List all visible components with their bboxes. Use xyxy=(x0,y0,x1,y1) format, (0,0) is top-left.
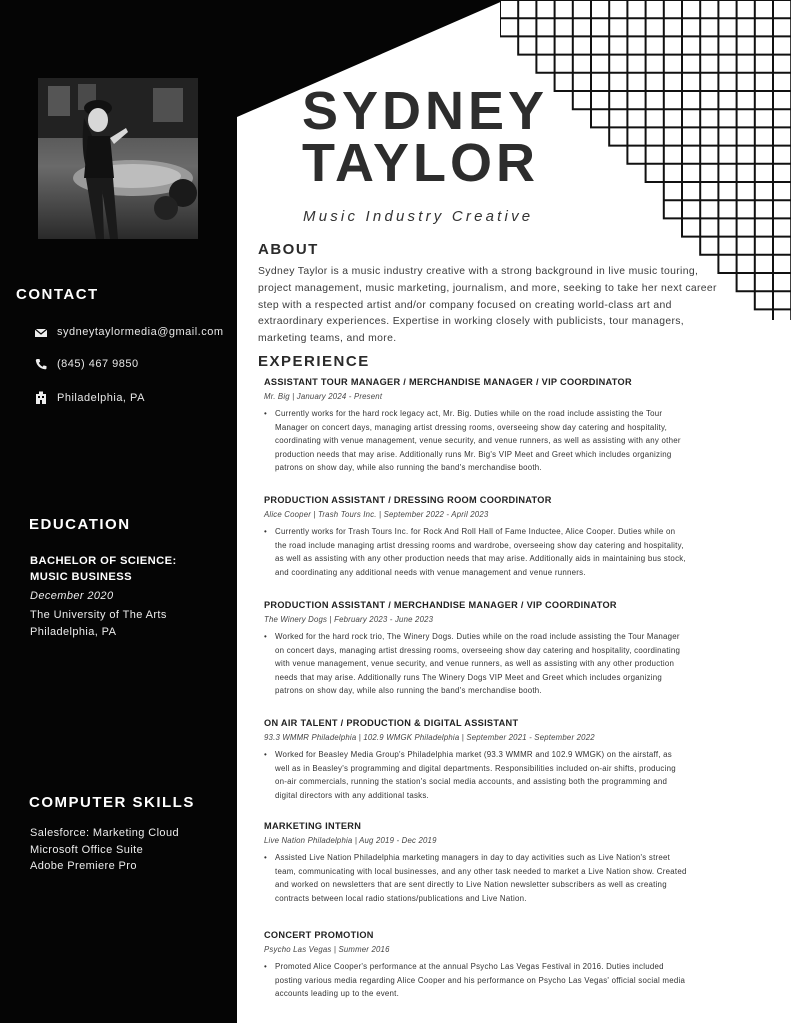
job-meta: Alice Cooper | Trash Tours Inc. | September 2022 - April 2023 xyxy=(264,510,489,519)
bullet-icon: • xyxy=(264,853,268,862)
job-meta: 93.3 WMMR Philadelphia | 102.9 WMGK Philadelphia | September 2021 - September 2022 xyxy=(264,733,595,742)
job-description xyxy=(264,748,689,802)
education-school: The University of The Arts xyxy=(30,609,167,621)
education-heading: EDUCATION xyxy=(29,516,131,533)
job-description-text: Currently works for the hard rock legacy act, Mr. Big. Duties while on the road include assisting the Tour Manager on concert days, managing artist dressing rooms, overseeing show day catering and hospitality, coordinating with venue management, venue security, and venue runners, as well as assisting with any other production needs that may arise. Additionally runs Mr. Big's VIP Meet and Greet which includes organizing patrons on show day, while also running the band's merchandise booth. xyxy=(275,409,681,473)
job-meta: Psycho Las Vegas | Summer 2016 xyxy=(264,945,390,954)
education-date: December 2020 xyxy=(30,590,114,602)
skill-item: Salesforce: Marketing Cloud xyxy=(30,827,179,839)
job-title: ON AIR TALENT / PRODUCTION & DIGITAL ASSISTANT xyxy=(264,718,519,728)
skill-item: Microsoft Office Suite xyxy=(30,844,144,856)
job-meta: Mr. Big | January 2024 - Present xyxy=(264,392,383,401)
contact-location-row xyxy=(34,391,145,404)
name-last: TAYLOR xyxy=(302,133,540,193)
bullet-icon: • xyxy=(264,409,268,418)
job-entry xyxy=(264,494,689,579)
job-description xyxy=(264,851,689,905)
job-meta: Live Nation Philadelphia | Aug 2019 - Dec 2019 xyxy=(264,836,437,845)
job-entry xyxy=(264,376,689,475)
skill-item: Adobe Premiere Pro xyxy=(30,860,137,872)
job-description-text: Worked for the hard rock trio, The Winery Dogs. Duties while on the road include assisting the Tour Manager on concert days, managing artist dressing rooms, overseeing show day catering and hospitality, coordinating with venue management, venue security, and venue runners, as well as assisting with any other production needs that may arise. Additionally runs The Winery Dogs VIP Meet and Greet which includes organizing patrons on show day, while also running the band's merchandise booth. xyxy=(275,632,681,696)
job-description xyxy=(264,407,689,475)
building-icon xyxy=(34,391,48,404)
job-entry xyxy=(264,929,689,1001)
bullet-icon: • xyxy=(264,527,268,536)
envelope-icon xyxy=(34,326,48,338)
skills-heading: COMPUTER SKILLS xyxy=(29,794,195,811)
degree-line-2: MUSIC BUSINESS xyxy=(30,571,132,583)
contact-location: Philadelphia, PA xyxy=(57,391,145,404)
contact-phone[interactable]: (845) 467 9850 xyxy=(57,358,139,370)
contact-email[interactable]: sydneytaylormedia@gmail.com xyxy=(57,326,224,338)
bullet-icon: • xyxy=(264,632,268,641)
job-description-text: Worked for Beasley Media Group's Philadelphia market (93.3 WMMR and 102.9 WMGK) on the airstaff, as well as in Beasley's programming and digital departments. Responsibilities included on-air shifts, producing on-air commercials, running the station's social media accounts, and assisting both the programming and digital directors with any additional tasks. xyxy=(275,750,676,800)
job-entry xyxy=(264,820,689,905)
about-heading: ABOUT xyxy=(258,241,319,258)
job-meta: The Winery Dogs | February 2023 - June 2023 xyxy=(264,615,434,624)
degree-line-1: BACHELOR OF SCIENCE: xyxy=(30,555,177,567)
bullet-icon: • xyxy=(264,750,268,759)
contact-heading: CONTACT xyxy=(16,286,99,303)
job-title: PRODUCTION ASSISTANT / DRESSING ROOM COORDINATOR xyxy=(264,495,552,505)
profile-photo xyxy=(38,78,198,239)
job-title: CONCERT PROMOTION xyxy=(264,930,374,940)
about-text: Sydney Taylor is a music industry creative with a strong background in live music touring, project management, music marketing, journalism, and more, seeking to take her next career step with a respected artist and/or company focused on creating world-class art and extraordinary experiences. Expertise in working closely with publicists, tour managers, marketing teams, and more. xyxy=(258,266,717,345)
education-city: Philadelphia, PA xyxy=(30,626,117,638)
job-description xyxy=(264,630,689,698)
job-title: ASSISTANT TOUR MANAGER / MERCHANDISE MANAGER / VIP COORDINATOR xyxy=(264,377,632,387)
job-description-text: Assisted Live Nation Philadelphia marketing managers in day to day activities such as Live Nation's street team, communicating with local businesses, and any other task needed to market a Live Nation show. Created and worked on newsletters that are sent directly to Live Nation newsletter subscribers as well as creating contracts between local radio stations/publications and Live Nation. xyxy=(275,853,687,903)
job-description xyxy=(264,525,689,579)
contact-phone-row[interactable] xyxy=(34,358,139,370)
experience-heading: EXPERIENCE xyxy=(258,353,370,370)
job-title: MARKETING INTERN xyxy=(264,821,362,831)
bullet-icon: • xyxy=(264,962,268,971)
job-entry xyxy=(264,717,689,802)
subtitle: Music Industry Creative xyxy=(303,208,534,225)
name-first: SYDNEY xyxy=(302,81,549,141)
phone-icon xyxy=(34,358,48,370)
job-description-text: Currently works for Trash Tours Inc. for Rock And Roll Hall of Fame Inductee, Alice Cooper. Duties while on the road include managing artist dressing rooms and wardrobe, overseeing show day catering and hospitality, as well as assisting with any other production needs that may arise. Additionally aids in maintaining bus stock, and coordinating any additional needs with venue management and venue runners. xyxy=(275,527,686,577)
job-description-text: Promoted Alice Cooper's performance at the annual Psycho Las Vegas Festival in 2016. Duties included posting various media regarding Alice Cooper and his performance on Psycho Las Vegas' official social media accounts leading up to the event. xyxy=(275,962,686,999)
job-title: PRODUCTION ASSISTANT / MERCHANDISE MANAGER / VIP COORDINATOR xyxy=(264,600,617,610)
job-entry xyxy=(264,599,689,698)
job-description xyxy=(264,960,689,1001)
contact-email-row[interactable] xyxy=(34,326,224,338)
